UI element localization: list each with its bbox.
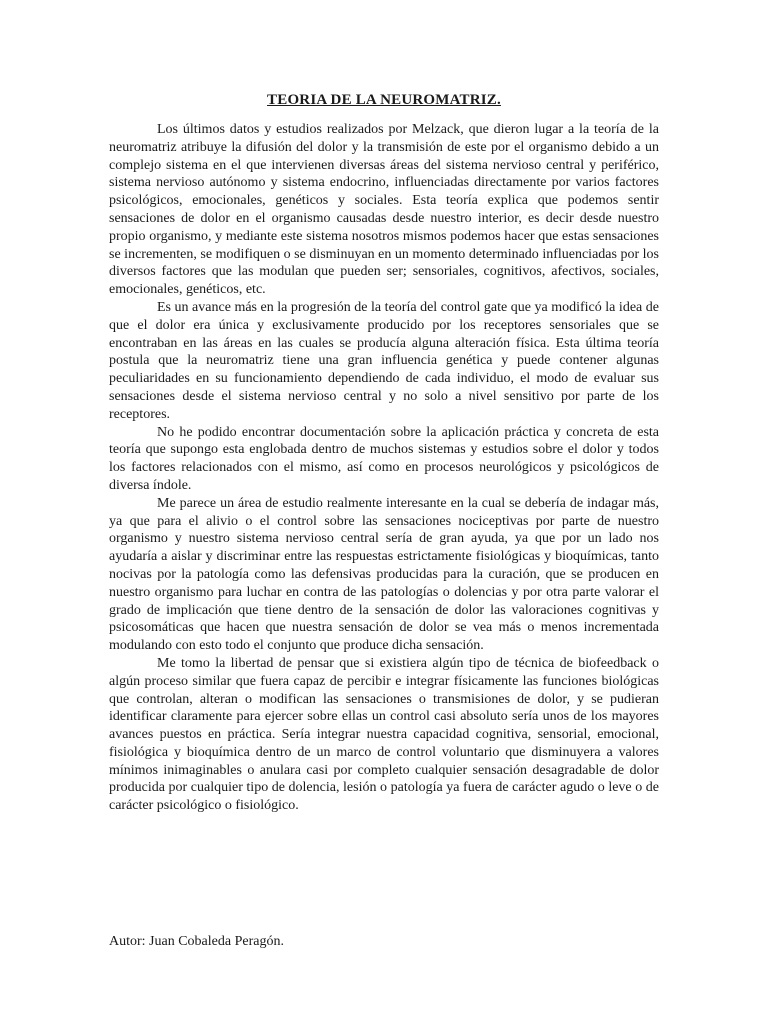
- paragraph-5: Me tomo la libertad de pensar que si existiera algún tipo de técnica de biofeedback o algún proceso similar que fuera capaz de percibir e integrar físicamente las funciones biológicas que controlan, alteran o modifican las sensaciones o transmisiones de dolor, y se pudieran identificar claramente para ejercer sobre ellas un control casi absoluto sería unos de los mayores avances puestos en práctica. Sería integrar nuestra capacidad cognitiva, sensorial, emocional, fisiológica y bioquímica dentro de un marco de control voluntario que disminuyera a valores mínimos inimaginables o anulara casi por completo cualquier sensación desagradable de dolor producida por cualquier tipo de dolencia, lesión o patología ya fuera de carácter agudo o leve o de carácter psicológico o fisiológico.: [109, 655, 659, 814]
- paragraph-2: Es un avance más en la progresión de la teoría del control gate que ya modificó la idea de que el dolor era única y exclusivamente producido por los receptores sensoriales que se encontraban en las áreas en las cuales se producía alguna alteración física. Esta última teoría postula que la neuromatriz tiene una gran influencia genética y puede contener algunas peculiaridades en su funcionamiento dependiendo de cada individuo, el modo de evaluar sus sensaciones desde el sistema nervioso central y no solo a nivel sensitivo por parte de los receptores.: [109, 299, 659, 422]
- document-title: TEORIA DE LA NEUROMATRIZ.: [267, 92, 501, 108]
- paragraph-4: Me parece un área de estudio realmente interesante en la cual se debería de indagar más, ya que para el alivio o el control sobre las sensaciones nociceptivas por parte de nuestro organismo y nuestro sistema nervioso central sería de gran ayuda, ya que por un lado nos ayudaría a aislar y discriminar entre las respuestas estrictamente fisiológicas y bioquímicas, tanto nocivas por la patología como las defensivas producidas para la curación, que se producen en nuestro organismo para luchar en contra de las patologías o dolencias y por otra parte valorar el grado de implicación que tiene dentro de la sensación de dolor las valoraciones cognitivas y psicosomáticas que hacen que nuestra sensación de dolor se vea más o menos incrementada modulando con esto todo el conjunto que produce dicha sensación.: [109, 495, 659, 654]
- document-page: [109, 92, 659, 815]
- paragraph-3: No he podido encontrar documentación sobre la aplicación práctica y concreta de esta teoría que supongo esta englobada dentro de muchos sistemas y estudios sobre el dolor y todos los factores relacionados con el mismo, así como en procesos neurológicos y psicológicos de diversa índole.: [109, 424, 659, 493]
- author-line: Autor: Juan Cobaleda Peragón.: [109, 934, 284, 949]
- paragraph-1: Los últimos datos y estudios realizados por Melzack, que dieron lugar a la teoría de la neuromatriz atribuye la difusión del dolor y la transmisión de este por el organismo debido a un complejo sistema en el que intervienen diversas áreas del sistema nervioso central y periférico, sistema nervioso autónomo y sistema endocrino, influenciadas directamente por varios factores psicológicos, emocionales, genéticos y sociales. Esta teoría explica que podemos sentir sensaciones de dolor en el organismo causadas desde nuestro interior, es decir desde nuestro propio organismo, y mediante este sistema nosotros mismos podemos hacer que estas sensaciones se incrementen, se modifiquen o se disminuyan en un momento determinado influenciadas por los diversos factores que las modulan que pueden ser; sensoriales, cognitivos, afectivos, sociales, emocionales, genéticos, etc.: [109, 122, 659, 298]
